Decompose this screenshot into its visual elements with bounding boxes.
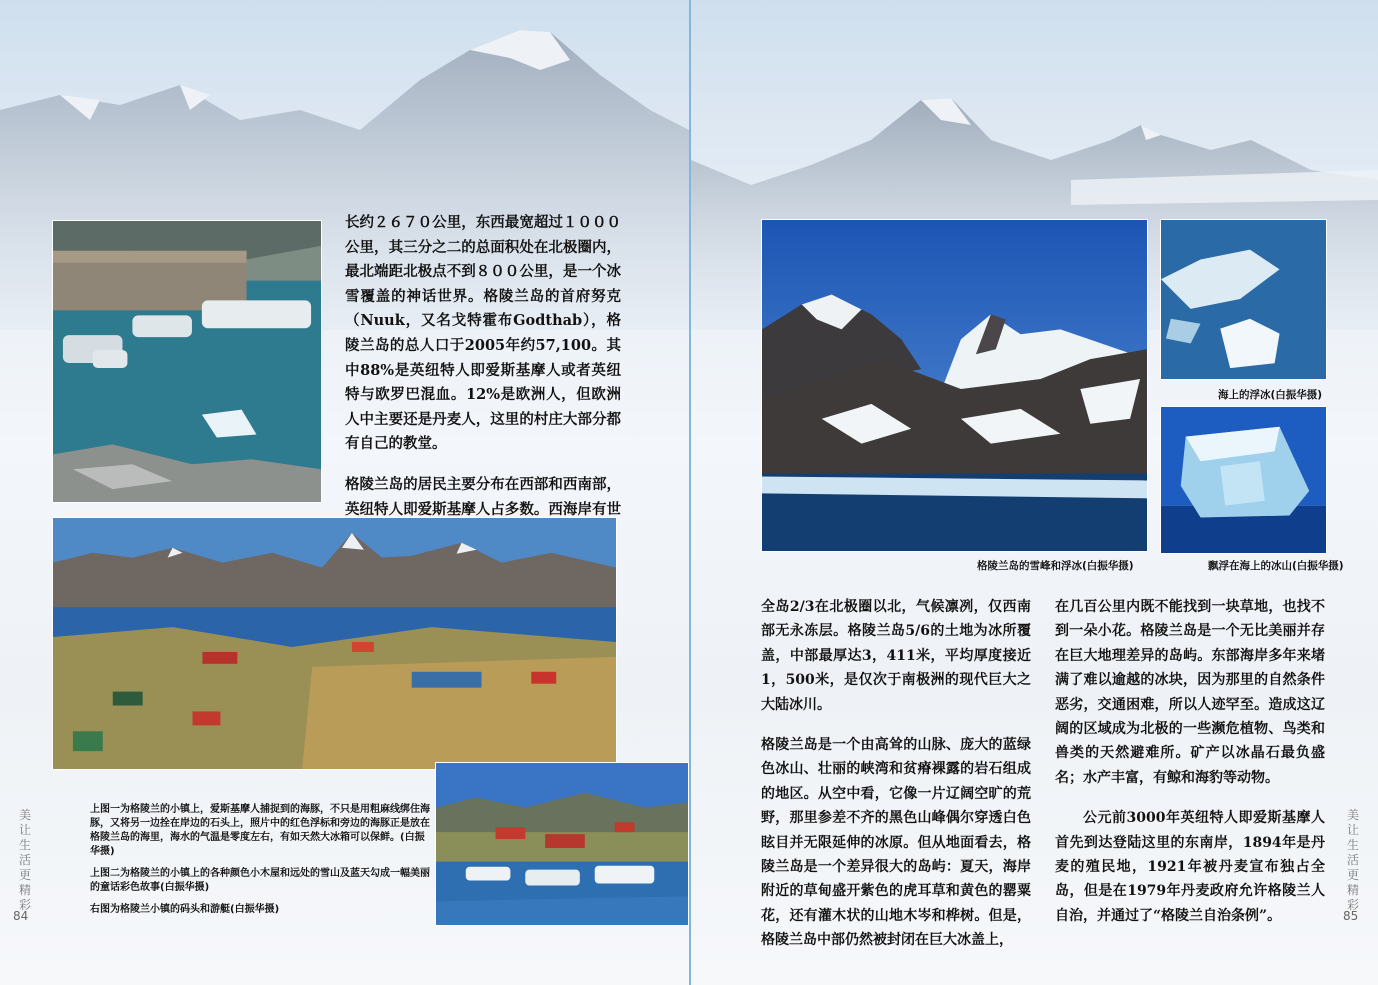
page-number-right: 85 xyxy=(1343,909,1359,923)
side-label-right: 美让生活更精彩 xyxy=(1346,808,1359,912)
caption-floe: 海上的浮冰(白振华摄) xyxy=(1218,389,1323,401)
sea-floe-photo xyxy=(1160,219,1327,380)
right-page xyxy=(691,0,1378,985)
col2-paragraph-2: 公元前3000年英纽特人即爱斯基摩人首先到达登陆这里的东南岸，1894年是丹麦的殖民地，1921年被丹麦宣布独占全岛，但是在1979年丹麦政府允许格陵兰人自治，并通过了“格陵兰自治条例”。 xyxy=(1055,810,1325,924)
page-number-left: 84 xyxy=(13,909,29,923)
village-photo xyxy=(52,517,617,770)
intro-paragraph-1: 长约２６７０公里，东西最宽超过１０００公里，其三分之二的总面积处在北极圈内，最北端距北极点不到８００公里，是一个冰雪覆盖的神话世界。格陵兰岛的首府努克（Nuuk，又名戈特霍布Godthab），格陵兰岛的总人口于2005年约57,100。其中88%是英纽特人即爱斯基摩人或者英纽特与欧罗巴混血。12%是欧洲人，但欧洲人中主要还是丹麦人，这里的村庄大部分都有自己的教堂。 xyxy=(345,214,621,453)
snow-peaks-photo xyxy=(761,219,1148,552)
column-1 xyxy=(761,595,1031,953)
caption-peaks: 格陵兰岛的雪峰和浮冰(白振华摄) xyxy=(977,560,1134,572)
caption-village: 上图二为格陵兰的小镇上的各种颜色小木屋和远处的雪山及蓝天勾成一幅美丽的童话彩色故事(白振华摄) xyxy=(90,868,430,893)
col1-paragraph-2: 格陵兰岛是一个由高耸的山脉、庞大的蓝绿色冰山、壮丽的峡湾和贫瘠裸露的岩石组成的地区。从空中看，它像一片辽阔空旷的荒野，那里参差不齐的黑色山峰偶尔穿透白色眩目并无限延伸的冰原。但从地面看去，格陵兰岛是一个差异很大的岛屿：夏天，海岸附近的草甸盛开紫色的虎耳草和黄色的罂粟花，还有灌木状的山地木岑和桦树。但是，格陵兰岛中部仍然被封闭在巨大冰盖上， xyxy=(761,737,1031,949)
dock-photo xyxy=(435,762,689,926)
caption-iceberg: 飘浮在海上的冰山(白振华摄) xyxy=(1208,560,1344,572)
col2-paragraph-1: 在几百公里内既不能找到一块草地，也找不到一朵小花。格陵兰岛是一个无比美丽并存在巨大地理差异的岛屿。东部海岸多年来堵满了难以逾越的冰块，因为那里的自然条件恶劣，交通困难，所以人迹罕至。造成这辽阔的区域成为北极的一些濒危植物、鸟类和兽类的天然避难所。矿产以冰晶石最负盛名；水产丰富，有鲸和海豹等动物。 xyxy=(1055,599,1325,786)
intro-text xyxy=(345,211,621,547)
side-label-left: 美让生活更精彩 xyxy=(18,808,31,912)
caption-seal: 上图一为格陵兰的小镇上，爱斯基摩人捕捉到的海豚，不只是用粗麻线绑住海豚，又将另一边拴在岸边的石头上，照片中的红色浮标和旁边的海豚正是放在格陵兰岛的海里，海水的气温是零度左右，有如天然大冰箱可以保鲜。(白振华摄) xyxy=(90,804,430,857)
intro-paragraph-2: 格陵兰岛的居民主要分布在西部和西南部，英纽特人即爱斯基摩人占多数。西海岸有世 xyxy=(345,475,621,518)
harbor-photo xyxy=(52,220,322,503)
left-captions xyxy=(90,803,432,917)
col1-paragraph-1: 全岛2/3在北极圈以北，气候凛冽，仅西南部无永冻层。格陵兰岛5/6的土地为冰所覆盖，中部最厚达3，411米，平均厚度接近1，500米，是仅次于南极洲的现代巨大之大陆冰川。 xyxy=(761,599,1031,713)
caption-dock: 右图为格陵兰小镇的码头和游艇(白振华摄) xyxy=(90,904,280,915)
column-2 xyxy=(1055,595,1325,928)
iceberg-photo xyxy=(1160,406,1327,554)
